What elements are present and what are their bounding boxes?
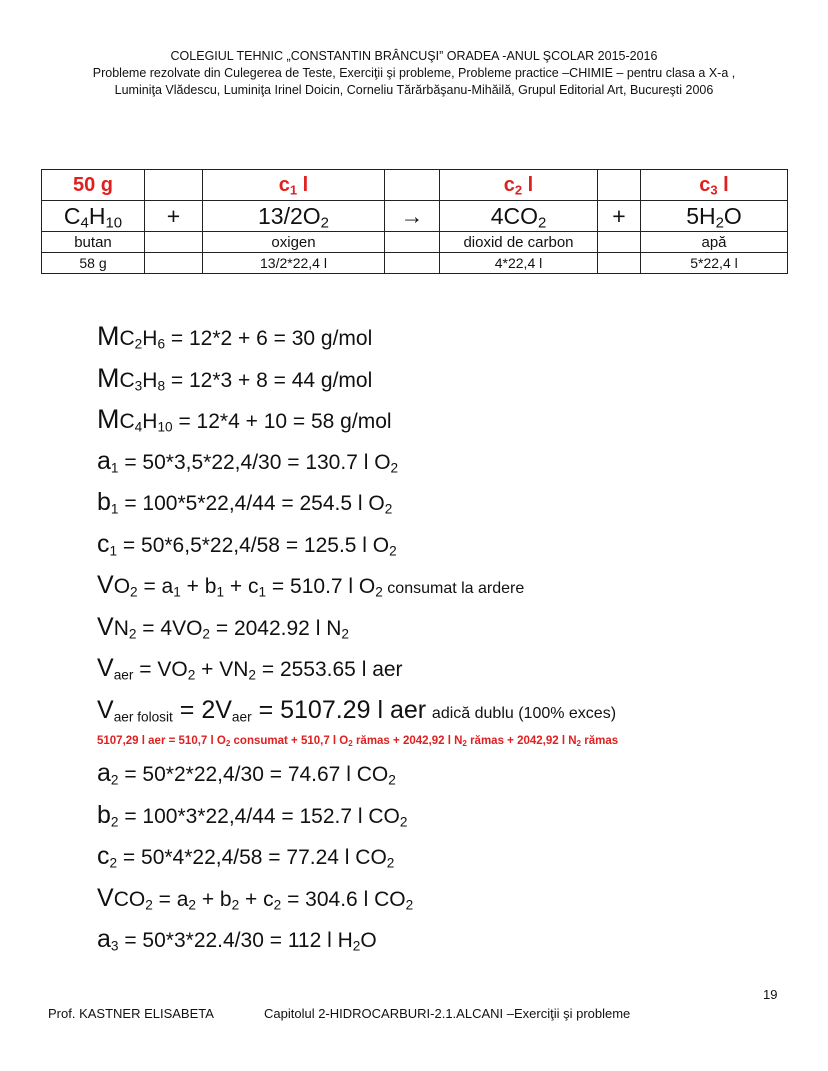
header-line-authors: Luminiţa Vlădescu, Luminiţa Irinel Doicin, Corneliu Tărărbăşanu-Mihăilă, Grupul Editorial Art, Bucureşti 2006 [114, 83, 714, 97]
water-amount: $c_3$ l [641, 170, 788, 201]
water-mass: 5*22,4 l [641, 253, 788, 274]
equation-a2: $a_2 = 50*2*22,4/30 = 74.67$ l $CO_2$ [97, 759, 396, 788]
water-formula: $5H_2O$ [641, 201, 788, 232]
equation-volume-co2: $VCO_2 = a_2 + b_2 + c_2 = 304.6$ l $CO_2$ [97, 883, 414, 912]
highlighted-balance-note: 5107,29 l aer = 510,7 l $O_2$ consumat + 510,7 l $O_2$ rămas + 2042,92 l $N_2$ rămas + 2042,92 l $N_2$ rămas [97, 735, 619, 748]
oxygen-name: oxigen [203, 232, 385, 253]
oxygen-amount: $c_1$ l [203, 170, 385, 201]
formula-row [42, 201, 788, 232]
butane-amount: 50 g [42, 170, 145, 201]
reaction-arrow: → [385, 201, 440, 232]
water-name: apă [641, 232, 788, 253]
co2-name: dioxid de carbon [440, 232, 598, 253]
co2-amount: $c_2$ l [440, 170, 598, 201]
page-header [0, 48, 828, 99]
reaction-table [41, 169, 788, 274]
equation-molar-mass-propane: $MC_3H_8 = 12*3 + 8 = 44$ g/mol [97, 362, 373, 393]
footer-author: Prof. KASTNER ELISABETA [48, 1006, 214, 1021]
equation-a1: $a_1 = 50*3,5*22,4/30 = 130.7$ l $O_2$ [97, 446, 399, 475]
co2-mass: 4*22,4 l [440, 253, 598, 274]
equation-c1: $c_1 = 50*6,5*22,4/58 = 125.5$ l $O_2$ [97, 529, 397, 558]
equation-b2: $b_2 = 100*3*22,4/44 = 152.7$ l $CO_2$ [97, 800, 408, 829]
plus-sign: + [145, 201, 203, 232]
butane-name: butan [42, 232, 145, 253]
butane-formula: $C_4H_{10}$ [42, 201, 145, 232]
header-line-school: COLEGIUL TEHNIC „CONSTANTIN BRÂNCUŞI” ORADEA -ANUL ŞCOLAR 2015-2016 [170, 49, 658, 63]
oxygen-formula: $13/2O_2$ [203, 201, 385, 232]
equation-b1: $b_1 = 100*5*22,4/44 = 254.5$ l $O_2$ [97, 488, 393, 517]
equation-a3: $a_3 = 50*3*22.4/30 = 112$ l $H_2O$ [97, 925, 377, 954]
oxygen-mass: 13/2*22,4 l [203, 253, 385, 274]
co2-formula: $4CO_2$ [440, 201, 598, 232]
equation-volume-nitrogen: $VN_2 = 4VO_2 = 2042.92$ l $N_2$ [97, 612, 349, 641]
amount-row [42, 170, 788, 201]
equation-list [97, 316, 797, 961]
equation-volume-air-used: $V_{aer folosit} = 2V_{aer} = 5107.29$ l aer adică dublu (100% exces) [97, 695, 617, 724]
header-line-source: Probleme rezolvate din Culegerea de Teste, Exerciţii şi probleme, Probleme practice –CHIMIE – pentru clasa a X-a , [92, 66, 736, 80]
equation-c2: $c_2 = 50*4*22,4/58 = 77.24$ l $CO_2$ [97, 842, 395, 871]
footer-chapter: Capitolul 2-HIDROCARBURI-2.1.ALCANI –Exerciţii şi probleme [264, 1006, 631, 1021]
equation-volume-oxygen: $VO_2 = a_1 + b_1 + c_1 = 510.7$ l $O_2$ consumat la ardere [97, 571, 525, 600]
equation-molar-mass-ethane: $MC_2H_6 = 12*2 + 6 = 30$ g/mol [97, 321, 373, 352]
name-row [42, 232, 788, 253]
equation-volume-air: $V_{aer} = VO_2 + VN_2 = 2553.65$ l aer [97, 654, 403, 683]
equation-molar-mass-butane: $MC_4H_{10} = 12*4 + 10 = 58$ g/mol [97, 404, 392, 435]
plus-sign: + [598, 201, 641, 232]
mass-row [42, 253, 788, 274]
butane-mass: 58 g [42, 253, 145, 274]
page-number: 19 [763, 987, 778, 1002]
